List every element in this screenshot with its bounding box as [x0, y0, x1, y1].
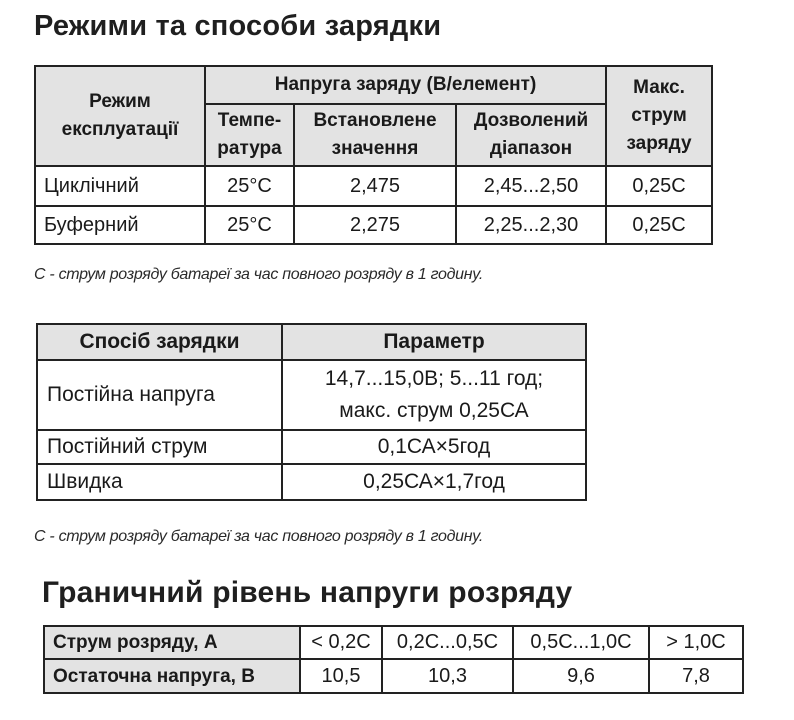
cell-current: < 0,2C [300, 626, 382, 659]
cell-parameter: 0,25СА×1,7год [282, 464, 586, 500]
charge-methods-table [36, 323, 587, 501]
header-mode [35, 66, 205, 166]
header-set-value [294, 104, 456, 166]
discharge-voltage-table [43, 625, 744, 694]
param-line2: макс. струм 0,25СА [339, 399, 529, 422]
title-charge-modes: Режими та способи зарядки [34, 10, 442, 42]
table-row [35, 206, 712, 244]
cell-current: > 1,0C [649, 626, 743, 659]
header-max-line1: Макс. [633, 77, 685, 98]
table-row [37, 464, 586, 500]
header-range-line2: діапазон [489, 138, 573, 159]
cell-voltage: 10,5 [300, 659, 382, 693]
table-row [37, 360, 586, 430]
footnote-2: С - струм розряду батареї за час повного розряду в 1 годину. [34, 528, 484, 545]
header-temp-line1: Темпе- [217, 110, 282, 131]
header-mode-line1: Режим [89, 91, 151, 112]
cell-parameter [282, 360, 586, 430]
row-label-voltage: Остаточна напруга, В [44, 659, 300, 693]
cell-method: Постійна напруга [37, 360, 282, 430]
cell-method: Швидка [37, 464, 282, 500]
header-parameter: Параметр [282, 324, 586, 360]
header-max-line3: заряду [626, 133, 692, 154]
cell-set: 2,275 [294, 206, 456, 244]
cell-voltage: 9,6 [513, 659, 649, 693]
table-row [37, 430, 586, 464]
header-temperature [205, 104, 294, 166]
header-set-line2: значення [331, 138, 419, 159]
header-range [456, 104, 606, 166]
header-set-line1: Встановлене [313, 110, 437, 131]
cell-max: 0,25C [606, 166, 712, 206]
charge-modes-table [34, 65, 713, 245]
param-line1: 14,7...15,0В; 5...11 год; [324, 367, 544, 390]
header-range-line1: Дозволений [473, 110, 589, 131]
cell-parameter: 0,1СА×5год [282, 430, 586, 464]
header-temp-line2: ратура [217, 138, 282, 159]
cell-current: 0,5C...1,0C [513, 626, 649, 659]
cell-set: 2,475 [294, 166, 456, 206]
footnote-1: С - струм розряду батареї за час повного розряду в 1 годину. [34, 266, 484, 283]
cell-mode: Буферний [35, 206, 205, 244]
header-mode-line2: експлуатації [61, 119, 179, 140]
cell-mode: Циклічний [35, 166, 205, 206]
title-discharge-voltage: Граничний рівень напруги розряду [42, 576, 573, 609]
cell-temp: 25°C [205, 166, 294, 206]
header-voltage: Напруга заряду (В/елемент) [205, 66, 606, 104]
cell-method: Постійний струм [37, 430, 282, 464]
cell-temp: 25°C [205, 206, 294, 244]
table-row [44, 659, 743, 693]
cell-max: 0,25C [606, 206, 712, 244]
header-method: Спосіб зарядки [37, 324, 282, 360]
header-max-line2: струм [631, 105, 687, 126]
cell-voltage: 10,3 [382, 659, 513, 693]
row-label-current: Струм розряду, А [44, 626, 300, 659]
cell-current: 0,2C...0,5C [382, 626, 513, 659]
cell-range: 2,25...2,30 [456, 206, 606, 244]
table-row [35, 166, 712, 206]
cell-voltage: 7,8 [649, 659, 743, 693]
header-max-current [606, 66, 712, 166]
table-row [44, 626, 743, 659]
cell-range: 2,45...2,50 [456, 166, 606, 206]
